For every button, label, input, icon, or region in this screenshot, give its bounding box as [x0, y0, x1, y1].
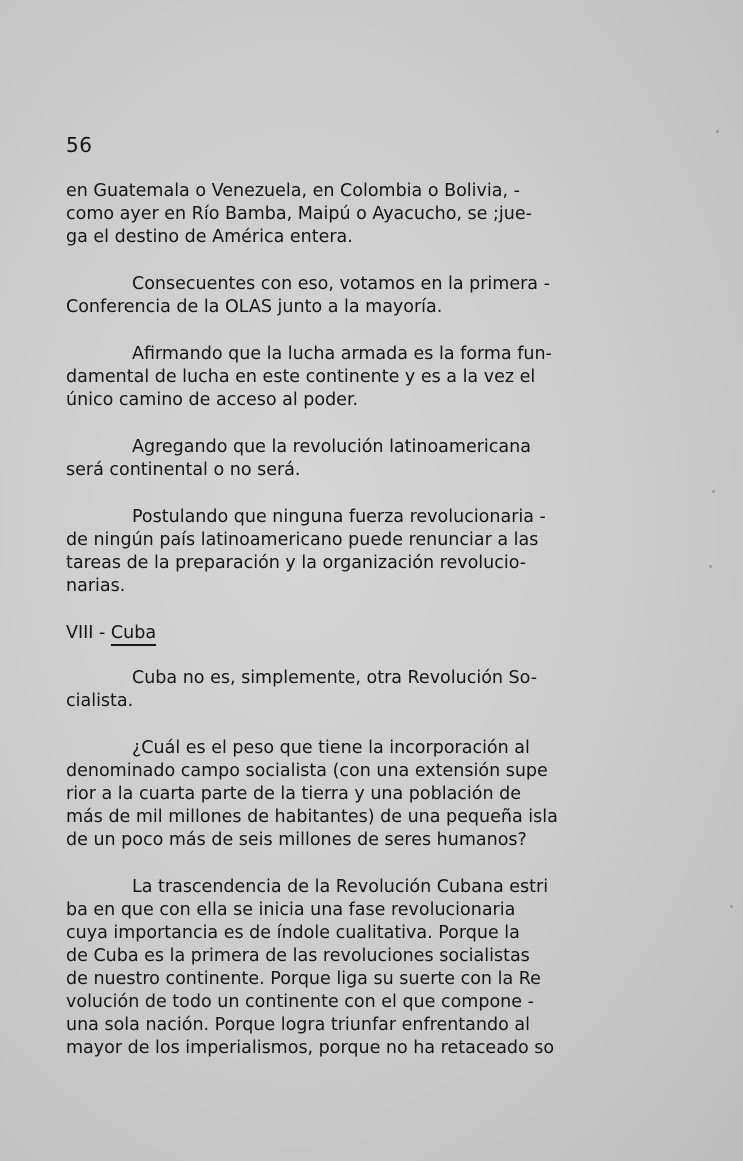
text-line: Consecuentes con eso, votamos en la primera - [132, 274, 550, 294]
text-line: cialista. [66, 691, 134, 711]
text-line: único camino de acceso al poder. [66, 390, 359, 410]
text-line: en Guatemala o Venezuela, en Colombia o Bolivia, - [66, 181, 520, 201]
section-number: VIII - [66, 623, 106, 643]
text-line: ¿Cuál es el peso que tiene la incorporación al [132, 738, 530, 758]
text-line: damental de lucha en este continente y es a la vez el [66, 367, 536, 387]
paragraph-5 [66, 506, 636, 598]
text-line: denominado campo socialista (con una extensión supe [66, 761, 548, 781]
paragraph-1 [66, 180, 636, 249]
text-line: ga el destino de América entera. [66, 227, 353, 247]
section-title: Cuba [110, 623, 157, 643]
text-line: será continental o no será. [66, 460, 301, 480]
paper-speck [709, 565, 712, 568]
text-line: Conferencia de la OLAS junto a la mayoría. [66, 297, 443, 317]
page-body [66, 180, 636, 1084]
text-line: de ningún país latinoamericano puede renunciar a las [66, 530, 539, 550]
text-line: ba en que con ella se inicia una fase revolucionaria [66, 900, 516, 920]
paragraph-7 [66, 737, 636, 852]
paper-speck [712, 490, 715, 493]
paragraph-4 [66, 436, 636, 482]
paragraph-8 [66, 876, 636, 1060]
section-heading [66, 622, 636, 645]
text-line: La trascendencia de la Revolución Cubana estri [132, 877, 549, 897]
text-line: mayor de los imperialismos, porque no ha retaceado so [66, 1038, 555, 1058]
text-line: más de mil millones de habitantes) de una pequeña isla [66, 807, 558, 827]
text-line: Cuba no es, simplemente, otra Revolución So- [132, 668, 538, 688]
paragraph-2 [66, 273, 636, 319]
text-line: de Cuba es la primera de las revoluciones socialistas [66, 946, 530, 966]
text-line: Agregando que la revolución latinoamericana [132, 437, 531, 457]
text-line: rior a la cuarta parte de la tierra y una población de [66, 784, 522, 804]
text-line: de nuestro continente. Porque liga su suerte con la Re [66, 969, 541, 989]
paper-speck [716, 130, 719, 133]
text-line: Postulando que ninguna fuerza revolucionaria - [132, 507, 546, 527]
text-line: narias. [66, 576, 126, 596]
text-line: cuya importancia es de índole cualitativa. Porque la [66, 923, 520, 943]
text-line: tareas de la preparación y la organización revolucio- [66, 553, 527, 573]
text-line: una sola nación. Porque logra triunfar enfrentando al [66, 1015, 530, 1035]
paper-speck [730, 905, 733, 908]
paragraph-6 [66, 667, 636, 713]
paragraph-3 [66, 343, 636, 412]
page-number: 56 [66, 133, 93, 157]
text-line: de un poco más de seis millones de seres humanos? [66, 830, 527, 850]
text-line: volución de todo un continente con el que compone - [66, 992, 534, 1012]
text-line: Afirmando que la lucha armada es la forma fun- [132, 344, 552, 364]
text-line: como ayer en Río Bamba, Maipú o Ayacucho, se ;jue- [66, 204, 532, 224]
